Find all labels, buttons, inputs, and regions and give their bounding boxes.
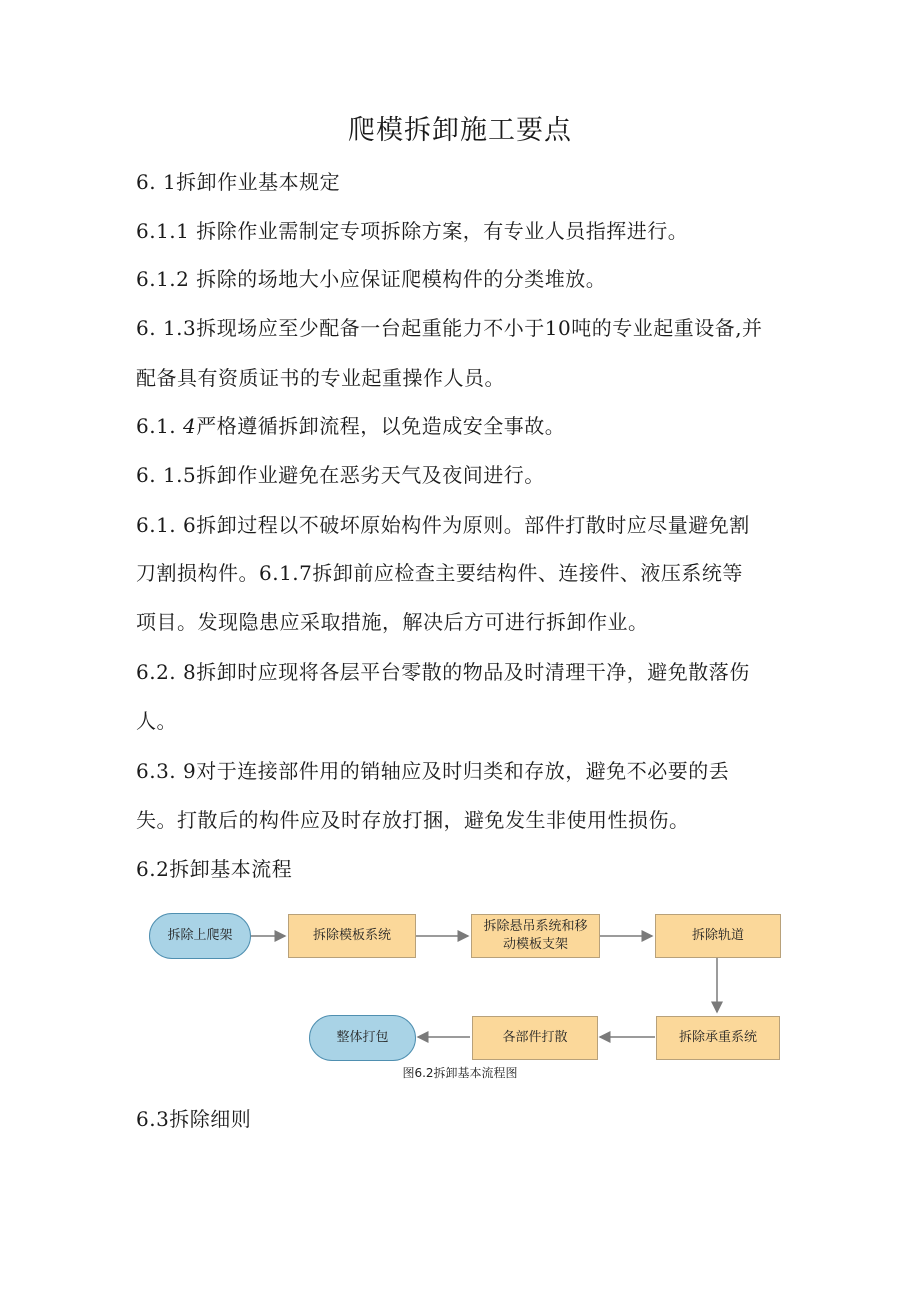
paragraph-line: 6. 1.3拆现场应至少配备一台起重能力不小于10吨的专业起重设备,并	[136, 316, 763, 340]
flow-node-label: 拆除承重系统	[678, 1030, 757, 1045]
flow-node-step2	[471, 914, 600, 958]
flow-node-label: 拆除上爬架	[167, 928, 233, 943]
section-heading-6-1: 6. 1拆卸作业基本规定	[136, 170, 341, 194]
line-number-glyph: 4	[183, 414, 197, 438]
paragraph-line: 6.1.1 拆除作业需制定专项拆除方案，有专业人员指挥进行。	[136, 219, 689, 243]
flow-node-step5	[472, 1016, 598, 1060]
flow-node-step3	[655, 914, 781, 958]
flow-node-label-line1: 拆除悬吊系统和移	[483, 919, 588, 934]
paragraph-line: 6.1.2 拆除的场地大小应保证爬模构件的分类堆放。	[136, 267, 607, 291]
paragraph-line: 人。	[136, 709, 177, 733]
paragraph-line	[136, 410, 565, 439]
paragraph-line: 6.2. 8拆卸时应现将各层平台零散的物品及时清理干净，避免散落伤	[136, 660, 750, 684]
flow-node-label: 拆除模板系统	[312, 928, 391, 943]
section-heading-6-2: 6.2拆卸基本流程	[136, 857, 293, 881]
flow-node-label: 拆除轨道	[691, 928, 744, 943]
flow-node-label-line2: 动模板支架	[502, 937, 568, 952]
flow-node-label: 各部件打散	[502, 1030, 568, 1045]
flow-node-end	[309, 1015, 416, 1061]
flow-node-start	[149, 913, 251, 959]
paragraph-line: 6.3. 9对于连接部件用的销轴应及时归类和存放，避免不必要的丢	[136, 759, 730, 783]
line-prefix: 6.1.	[136, 414, 184, 438]
flow-node-label: 整体打包	[336, 1030, 389, 1045]
section-heading-6-3: 6.3拆除细则	[136, 1107, 252, 1131]
page-title: 爬模拆卸施工要点	[348, 115, 572, 146]
paragraph-line: 刀割损构件。6.1.7拆卸前应检查主要结构件、连接件、液压系统等	[136, 561, 743, 585]
paragraph-line: 失。打散后的构件应及时存放打捆，避免发生非使用性损伤。	[136, 808, 690, 832]
paragraph-line: 6. 1.5拆卸作业避免在恶劣天气及夜间进行。	[136, 463, 545, 487]
paragraph-line: 6.1. 6拆卸过程以不破坏原始构件为原则。部件打散时应尽量避免割	[136, 513, 750, 537]
figure-caption: 图6.2拆卸基本流程图	[402, 1066, 518, 1080]
flow-node-step4	[656, 1016, 780, 1060]
line-text: 严格遵循拆卸流程，以免造成安全事故。	[196, 414, 566, 438]
paragraph-line: 配备具有资质证书的专业起重操作人员。	[136, 366, 505, 390]
paragraph-line: 项目。发现隐患应采取措施，解决后方可进行拆卸作业。	[136, 610, 649, 634]
flow-node-step1	[288, 914, 416, 958]
